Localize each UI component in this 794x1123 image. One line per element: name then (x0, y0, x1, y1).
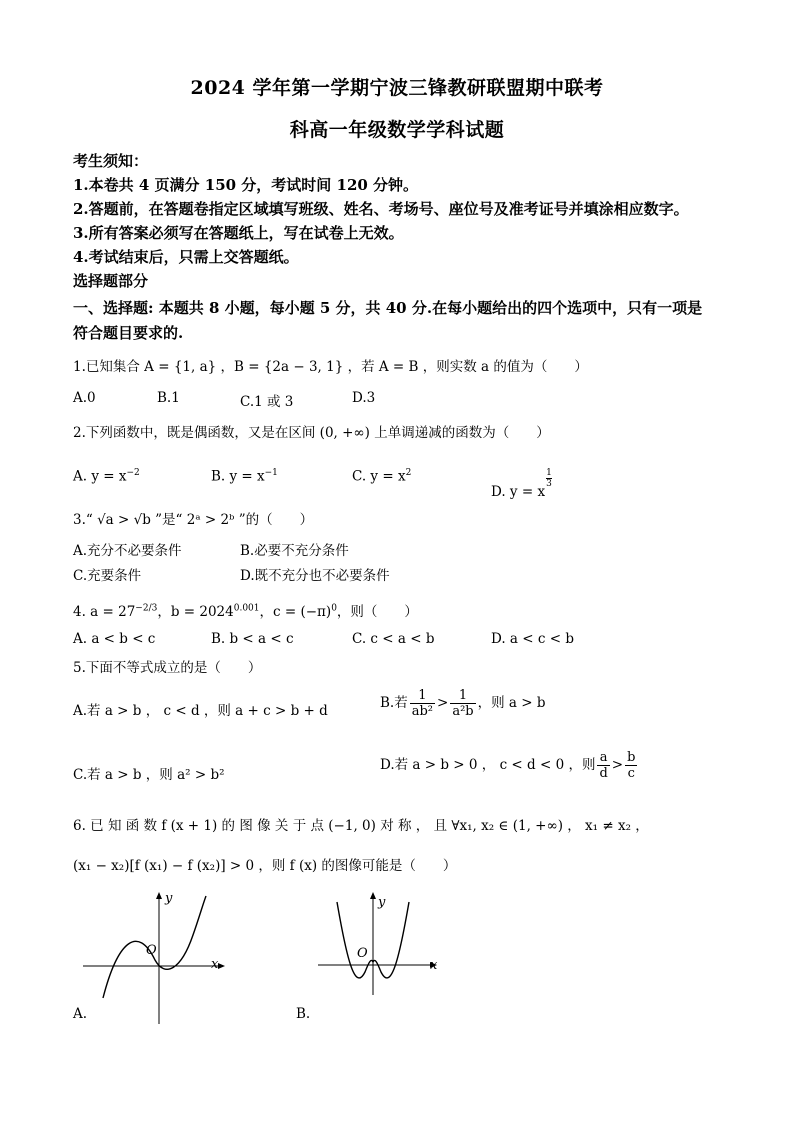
q1-option-c: C.1 或 3 (240, 394, 294, 410)
q5-option-d: D.若 a > b > 0 ， c < d < 0 ，则 $\frac{a}{d}$ > $\frac{b}{c}$ (380, 750, 636, 781)
q2-option-a: A. $y = x^{-2}$ (73, 468, 140, 485)
notice-item-4: 4.考试结束后，只需上交答题纸。 (73, 248, 299, 266)
q3-stem: 3.“ √a > √b ”是“ 2ᵃ > 2ᵇ ”的（ ） (73, 512, 314, 528)
graph-b-y-label: y (378, 895, 386, 910)
q5-option-b: B.若 $\frac{1}{\text{ab²}}$ > $\frac{1}{\text{a²b}}$ ，则 a > b (380, 688, 546, 719)
section-instruction-line1: 一、选择题: 本题共 8 小题，每小题 5 分，共 40 分.在每小题给出的四个选项中，只有一项是 (73, 299, 703, 317)
section-instruction-line2: 符合题目要求的. (73, 324, 184, 342)
q1-stem: 1.已知集合 A = {1, a} ，B = {2a − 3, 1} ，若 A = B ，则实数 a 的值为（ ） (73, 359, 588, 375)
q2-stem: 2.下列函数中，既是偶函数，又是在区间 (0, +∞) 上单调递减的函数为（ ） (73, 425, 550, 441)
graph-a-x-arrow (218, 963, 225, 969)
q2-option-c: C. $y = x^2$ (352, 468, 412, 485)
graph-a-y-arrow (156, 892, 162, 899)
q3-option-c: C.充要条件 (73, 568, 142, 584)
graph-a-x-label: x (211, 957, 219, 972)
notice-item-3: 3.所有答案必须写在答题纸上，写在试卷上无效。 (73, 224, 404, 242)
notice-heading: 考生须知： (73, 152, 149, 170)
q6-stem-line2: (x₁ − x₂)[f (x₁) − f (x₂)] > 0 ，则 f (x) 的图像可能是（ ） (73, 858, 457, 874)
notice-item-2: 2.答题前，在答题卷指定区域填写班级、姓名、考场号、座位号及准考证号并填涂相应数字。 (73, 200, 689, 218)
graph-a-y-label: y (165, 891, 173, 906)
q4-option-b: B. b < a < c (211, 631, 294, 647)
q4-stem: 4. $a = 27^{-2/3}$，$b = 2024^{0.001}$，$c = (-\pi)^0$，则（ ） (73, 603, 418, 620)
q3-option-a: A.充分不必要条件 (73, 543, 182, 559)
q1-option-a: A.0 (73, 390, 96, 406)
q2-option-d: D. y = x $\frac{1}{3}$ (491, 468, 552, 500)
q4-option-d: D. a < c < b (491, 631, 574, 647)
graph-b-x-label: x (430, 958, 438, 973)
q4-option-a: A. a < b < c (73, 631, 156, 647)
q6-stem-line1: 6. 已 知 函 数 f (x + 1) 的 图 像 关 于 点 (−1, 0) 对 称 ， 且 ∀x₁, x₂ ∈ (1, +∞) ， x₁ ≠ x₂ ， (73, 818, 649, 834)
q5-stem: 5.下面不等式成立的是（ ） (73, 660, 262, 676)
graph-b-y-arrow (370, 892, 376, 899)
section-part-label: 选择题部分 (73, 272, 149, 290)
graph-b-origin-label: O (357, 946, 368, 961)
q6-graph-a-label: A. (73, 1006, 88, 1022)
exam-title-line2: 科高一年级数学学科试题 (289, 119, 505, 141)
q1-option-d: D.3 (352, 390, 376, 406)
graph-a-origin-label: O (146, 943, 157, 958)
q1-option-b: B.1 (157, 390, 180, 406)
q5-option-c: C.若 a > b ，则 a² > b² (73, 767, 225, 783)
exam-title-line1: 2024 学年第一学期宁波三锋教研联盟期中联考 (190, 77, 604, 99)
q3-option-d: D.既不充分也不必要条件 (240, 568, 390, 584)
q5-option-a: A.若 a > b ， c < d ，则 a + c > b + d (73, 703, 328, 719)
q6-graph-b-label: B. (296, 1006, 311, 1022)
q2-option-b: B. $y = x^{-1}$ (211, 468, 278, 485)
q3-option-b: B.必要不充分条件 (240, 543, 349, 559)
q4-option-c: C. c < a < b (352, 631, 435, 647)
notice-item-1: 1.本卷共 4 页满分 150 分，考试时间 120 分钟。 (73, 176, 419, 194)
